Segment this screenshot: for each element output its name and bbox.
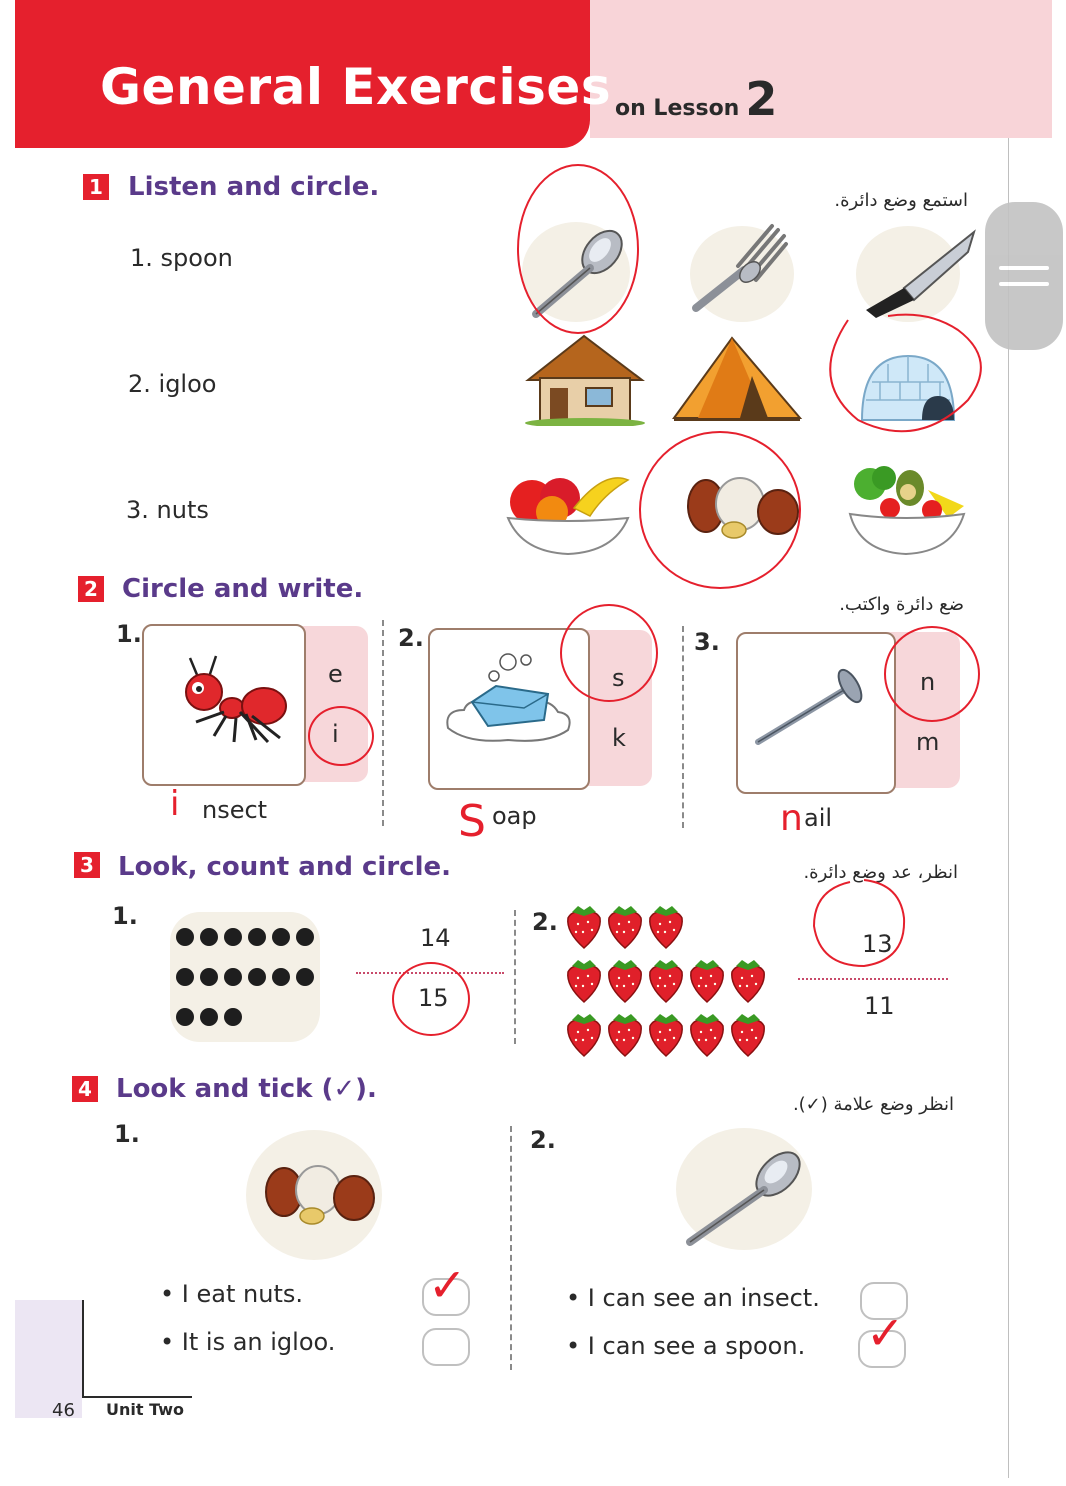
s2-item-3-number: 3. <box>694 628 720 656</box>
spoon-icon <box>680 1146 810 1250</box>
section-4-badge: 4 <box>72 1076 98 1102</box>
count-dot <box>224 928 242 946</box>
section-2-badge: 2 <box>78 576 104 602</box>
bullet: • <box>566 1284 581 1312</box>
s4-item-1-sentence-2 <box>160 1328 335 1356</box>
section-1-arabic: استمع وضع دائرة. <box>834 190 968 211</box>
count-dot <box>248 968 266 986</box>
s1-item-1-label: 1. spoon <box>130 244 233 272</box>
strawberry <box>728 956 768 1004</box>
s2-item-3-written: n <box>780 798 803 839</box>
section-4-title: Look and tick (✓). <box>116 1074 377 1104</box>
strawberry <box>564 902 604 950</box>
strawberry <box>646 956 686 1004</box>
section-2-title: Circle and write. <box>122 574 364 604</box>
soap-icon[interactable] <box>438 652 578 752</box>
s3-item-1-answer-circle <box>392 962 470 1036</box>
count-dot <box>296 928 314 946</box>
count-dot <box>176 968 194 986</box>
s3-item-1-number: 1. <box>112 902 138 930</box>
strawberry <box>646 1010 686 1058</box>
s2-item-2-number: 2. <box>398 624 424 652</box>
strawberry <box>646 902 686 950</box>
s2-item-1-written: i <box>170 784 180 824</box>
count-dot <box>200 928 218 946</box>
s2-item-3-letter-b[interactable]: m <box>916 728 940 756</box>
nuts-icon <box>262 1160 376 1228</box>
s4-item-1-tickbox-2[interactable] <box>422 1328 470 1366</box>
count-dot <box>224 968 242 986</box>
bullet: • <box>566 1332 581 1360</box>
count-dot <box>248 928 266 946</box>
section-2-arabic: ضع دائرة واكتب. <box>839 594 964 615</box>
s2-item-3-letter-a[interactable]: n <box>920 668 936 696</box>
s1-item-3-label: 3. nuts <box>126 496 209 524</box>
house-icon[interactable] <box>522 330 648 426</box>
strawberry <box>728 1010 768 1058</box>
s4-item-1-tick: ✓ <box>428 1258 467 1312</box>
s3-item-1-option-a[interactable]: 14 <box>420 924 451 952</box>
s2-item-1-letter-a[interactable]: e <box>328 660 343 688</box>
count-dot <box>296 968 314 986</box>
strawberry <box>605 956 645 1004</box>
s1-answer-circle-2 <box>818 300 986 442</box>
scrollbar-handle[interactable] <box>985 202 1063 350</box>
grip-line <box>999 282 1049 286</box>
count-dot <box>272 928 290 946</box>
lesson-number: 2 <box>745 72 778 126</box>
s4-item-2-sentence-1-text: I can see an insect. <box>587 1284 820 1312</box>
s2-item-2-word: oap <box>492 802 537 830</box>
dots-icon <box>170 920 320 1032</box>
s3-item-2-line <box>798 978 948 980</box>
footer-rule-v <box>82 1300 84 1396</box>
strawberry <box>687 956 727 1004</box>
s4-item-1-sentence-1-text: I eat nuts. <box>181 1280 303 1308</box>
footer-rule-h <box>82 1396 192 1398</box>
s1-item-2-label: 2. igloo <box>128 370 217 398</box>
s2-item-2-letter-a[interactable]: s <box>612 664 625 692</box>
unit-label: Unit Two <box>106 1400 185 1419</box>
s2-divider-1 <box>382 620 384 826</box>
s3-divider <box>514 910 516 1044</box>
strawberry <box>564 956 604 1004</box>
count-dot <box>272 968 290 986</box>
s4-divider <box>510 1126 512 1370</box>
page-number: 46 <box>52 1400 75 1421</box>
s3-item-2-option-a[interactable]: 13 <box>862 930 893 958</box>
s1-answer-circle-3 <box>636 426 806 592</box>
s2-item-1-letter-b[interactable]: i <box>332 720 339 748</box>
bullet: • <box>160 1280 175 1308</box>
s4-item-1-number: 1. <box>114 1120 140 1148</box>
section-1-badge: 1 <box>83 174 109 200</box>
count-dot <box>176 928 194 946</box>
salad-icon[interactable] <box>844 462 968 558</box>
fruit-bowl-icon[interactable] <box>504 460 634 556</box>
bullet: • <box>160 1328 175 1356</box>
section-3-title: Look, count and circle. <box>118 852 451 882</box>
s2-divider-2 <box>682 626 684 828</box>
ant-icon[interactable] <box>160 652 290 748</box>
count-dot <box>200 1008 218 1026</box>
section-1-title: Listen and circle. <box>128 172 380 202</box>
s4-item-1-sentence-2-text: It is an igloo. <box>181 1328 336 1356</box>
s3-item-2-number: 2. <box>532 908 558 936</box>
count-dot <box>224 1008 242 1026</box>
section-3-arabic: انظر، عد وضع دائرة. <box>803 862 958 883</box>
s3-item-2-answer-circle <box>810 876 910 972</box>
s4-item-2-sentence-1 <box>566 1284 820 1312</box>
grip-line <box>999 266 1049 270</box>
s4-item-2-sentence-2 <box>566 1332 805 1360</box>
lesson-label <box>615 72 777 126</box>
s4-item-2-tick: ✓ <box>866 1306 905 1360</box>
strawberry <box>605 1010 645 1058</box>
s1-answer-circle-1 <box>517 164 639 334</box>
s2-item-3-answer-circle <box>884 626 980 722</box>
s2-item-1-answer-circle <box>308 706 374 766</box>
strawberry <box>687 1010 727 1058</box>
s2-item-2-answer-circle <box>560 604 658 702</box>
s4-item-2-number: 2. <box>530 1126 556 1154</box>
fork-icon[interactable] <box>686 222 796 322</box>
tent-icon[interactable] <box>670 332 804 432</box>
s2-item-2-written: S <box>458 796 486 847</box>
s2-item-3-word: ail <box>804 804 833 832</box>
s3-item-2-option-b[interactable]: 11 <box>864 992 895 1020</box>
s2-item-2-letter-b[interactable]: k <box>612 724 626 752</box>
s4-item-2-sentence-2-text: I can see a spoon. <box>587 1332 806 1360</box>
strawberry-icon <box>560 900 770 1060</box>
count-dot <box>200 968 218 986</box>
s2-item-1-number: 1. <box>116 620 142 648</box>
strawberry <box>564 1010 604 1058</box>
s3-item-1-option-b[interactable]: 15 <box>418 984 449 1012</box>
nail-icon[interactable] <box>748 668 878 752</box>
section-4-arabic: انظر وضع علامة (✓). <box>792 1094 954 1115</box>
section-3-badge: 3 <box>74 852 100 878</box>
s2-item-1-word: nsect <box>202 796 268 824</box>
s4-item-1-sentence-1 <box>160 1280 303 1308</box>
page-title: General Exercises <box>100 58 612 116</box>
strawberry <box>605 902 645 950</box>
count-dot <box>176 1008 194 1026</box>
lesson-text: on Lesson <box>615 96 740 121</box>
